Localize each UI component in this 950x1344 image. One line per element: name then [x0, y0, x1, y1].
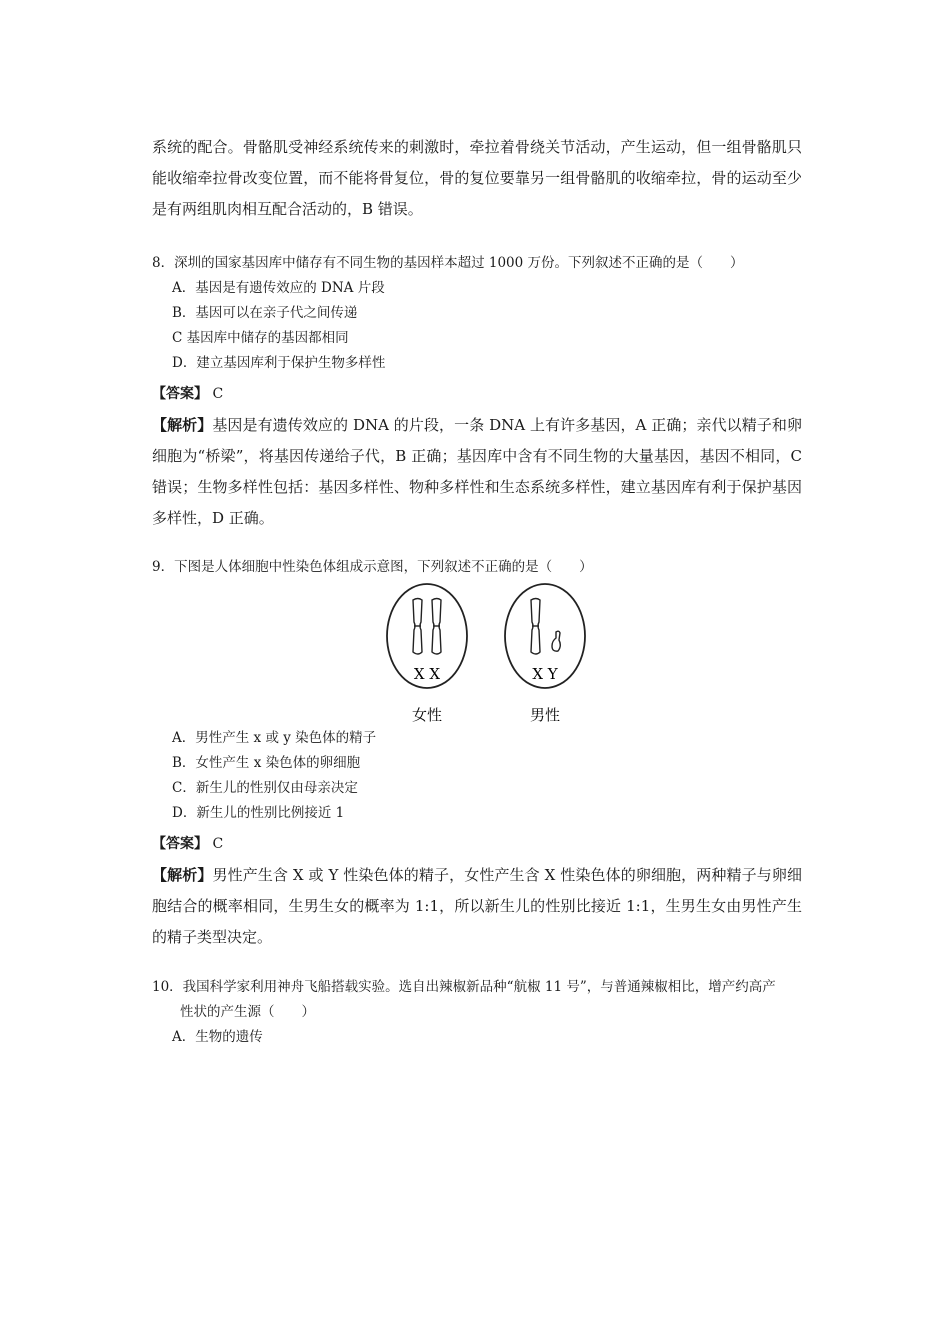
option-b: B．女性产生 x 染色体的卵细胞 — [172, 755, 361, 771]
answer-value: C — [212, 386, 224, 402]
female-label: 女性 — [411, 706, 443, 724]
answer-label: 【答案】 — [152, 386, 208, 402]
option-b: B．基因可以在亲子代之间传递 — [172, 305, 358, 321]
answer-value: C — [212, 836, 224, 852]
question-8 — [152, 251, 802, 534]
question-9 — [152, 555, 802, 580]
question-9-body — [152, 726, 802, 953]
question-stem-line-1: 10．我国科学家利用神舟飞船搭载实验。选自出辣椒新品种“航椒 11 号”，与普通辣椒相比，增产约高产 — [152, 979, 776, 995]
option-d: D．建立基因库利于保护生物多样性 — [172, 355, 386, 371]
option-d: D．新生儿的性别比例接近 1 — [172, 805, 345, 821]
option-a: A．男性产生 x 或 y 染色体的精子 — [172, 730, 377, 746]
option-c: C 基因库中储存的基因都相同 — [172, 330, 349, 346]
question-stem-line-2: 性状的产生源（ ） — [180, 1004, 315, 1020]
female-x-chromosome-2 — [432, 599, 441, 655]
analysis-label: 【解析】 — [152, 416, 213, 434]
option-a: A．基因是有遗传效应的 DNA 片段 — [172, 280, 385, 296]
question-10 — [152, 975, 802, 1050]
question-stem: 8．深圳的国家基因库中储存有不同生物的基因样本超过 1000 万份。下列叙述不正确的是（ ） — [152, 255, 744, 271]
sex-chromosome-diagram — [380, 580, 595, 730]
option-a: A．生物的遗传 — [172, 1029, 263, 1045]
analysis-paragraph — [152, 410, 802, 534]
analysis-text: 基因是有遗传效应的 DNA 的片段，一条 DNA 上有许多基因，A 正确；亲代以精子和卵细胞为“桥梁”，将基因传递给子代，B 正确；基因库中含有不同生物的大量基因，基因不相同，C 错误；生物多样性包括：基因多样性、物种多样性和生态系统多样性，建立基因库有利于保护基因多样性，D 正确。 — [152, 416, 802, 527]
option-c: C．新生儿的性别仅由母亲决定 — [172, 780, 358, 796]
analysis-paragraph — [152, 860, 802, 953]
analysis-text: 男性产生含 X 或 Y 性染色体的精子，女性产生含 X 性染色体的卵细胞，两种精子与卵细胞结合的概率相同，生男生女的概率为 1:1，所以新生儿的性别比接近 1:1，生男生女由男性产生的精子类型决定。 — [152, 866, 802, 946]
question-stem: 9．下图是人体细胞中性染色体组成示意图，下列叙述不正确的是（ ） — [152, 559, 593, 575]
answer-line — [152, 829, 802, 860]
continued-analysis-paragraph: 系统的配合。骨骼肌受神经系统传来的刺激时，牵拉着骨绕关节活动，产生运动，但一组骨骼肌只能收缩牵拉骨改变位置，而不能将骨复位，骨的复位要靠另一组骨骼肌的收缩牵拉，骨的运动至少是有两组肌肉相互配合活动的，B 错误。 — [152, 138, 802, 218]
male-label: 男性 — [529, 706, 561, 724]
answer-label: 【答案】 — [152, 836, 208, 852]
male-x-chromosome — [531, 599, 540, 655]
male-chromosome-text: X Y — [532, 665, 558, 683]
analysis-label: 【解析】 — [152, 866, 213, 884]
female-chromosome-text: X X — [413, 665, 441, 683]
male-y-chromosome — [552, 631, 560, 651]
female-x-chromosome-1 — [413, 599, 422, 655]
answer-line — [152, 379, 802, 410]
